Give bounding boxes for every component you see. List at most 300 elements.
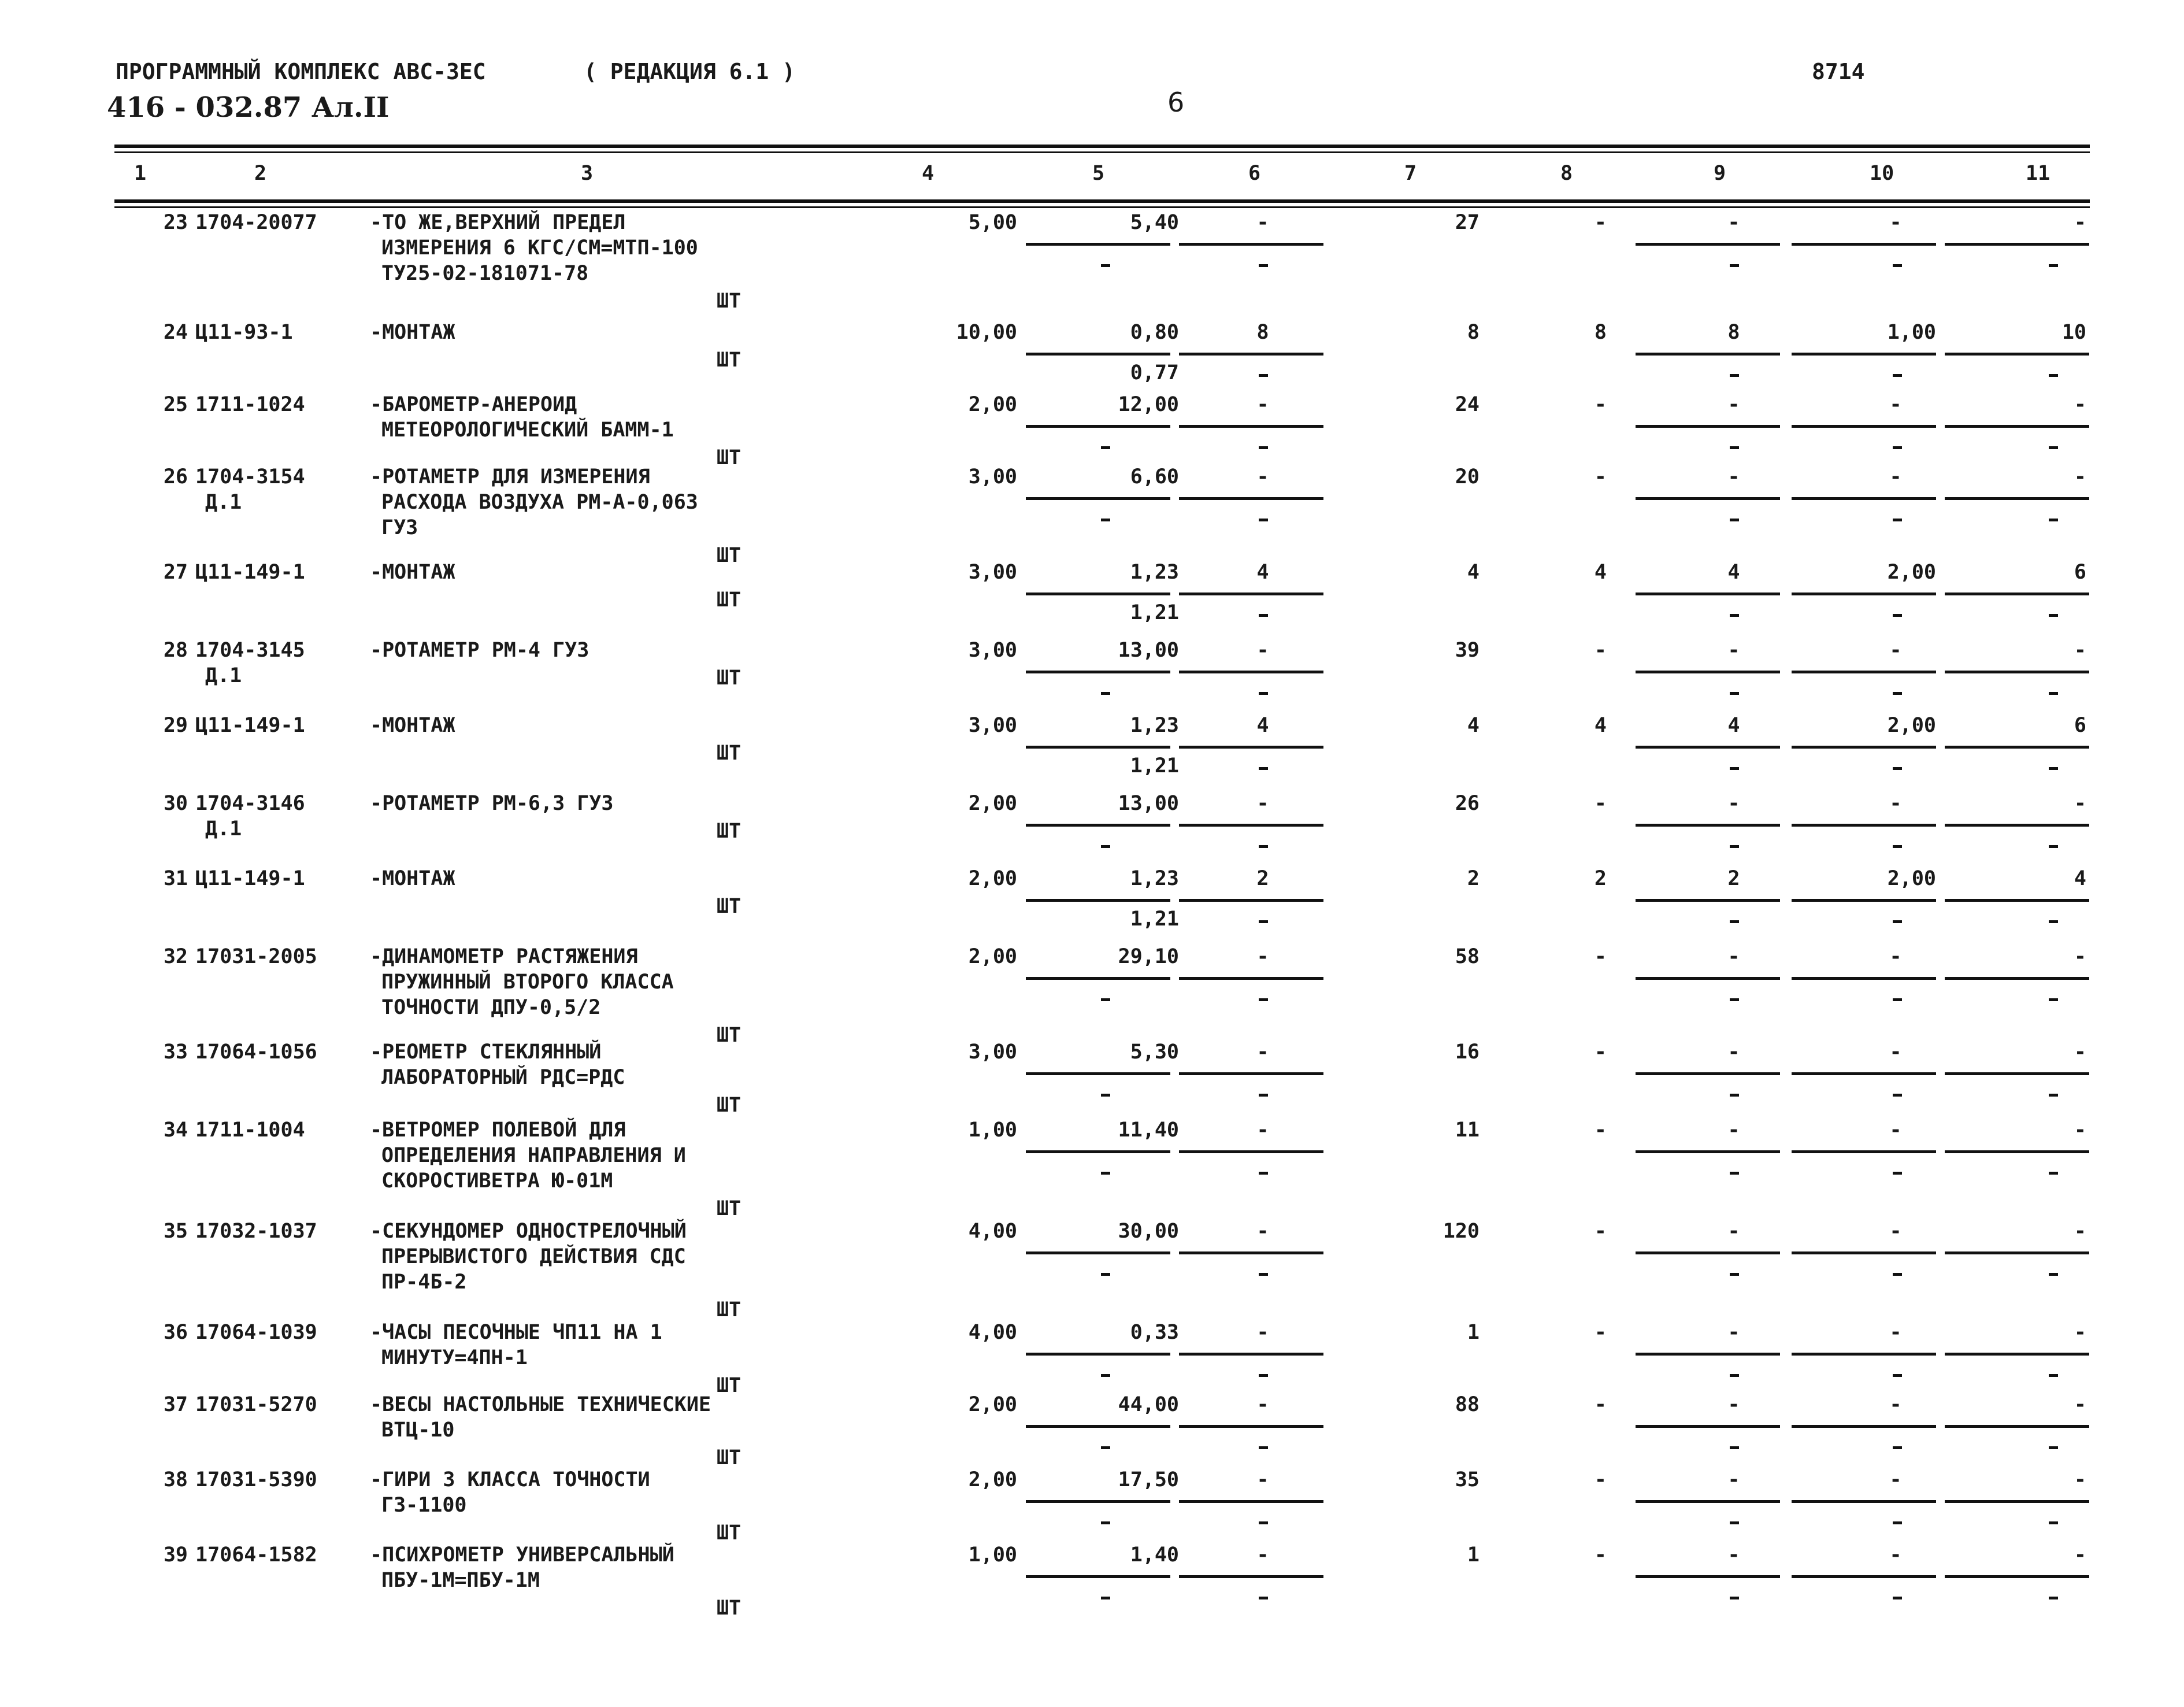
row-number: 33	[163, 1041, 188, 1064]
item-description: МЕТЕОРОЛОГИЧЕСКИЙ БАММ-1	[381, 419, 674, 442]
column-10-value: -	[1889, 393, 1902, 416]
fraction-bar	[1945, 746, 2089, 749]
fraction-bar	[1026, 977, 1170, 980]
total-cost: 1	[1467, 1321, 1480, 1344]
fraction-bar	[1792, 497, 1936, 500]
empty-denominator-dash	[1101, 1597, 1110, 1599]
empty-denominator-dash	[1259, 374, 1268, 377]
empty-denominator-dash	[1259, 920, 1268, 923]
row-number: 30	[163, 792, 188, 815]
unit-label: ШТ	[717, 1094, 741, 1117]
item-description: -РОТАМЕТР РМ-6,3 ГУЗ	[370, 792, 614, 815]
column-6-value: -	[1256, 1468, 1269, 1491]
fraction-bar	[1792, 1353, 1936, 1356]
column-number: 7	[1404, 162, 1417, 185]
fraction-bar	[1026, 353, 1170, 356]
empty-denominator-dash	[1730, 845, 1739, 848]
column-8-value: -	[1594, 1468, 1607, 1491]
item-description: ПБУ-1М=ПБУ-1М	[381, 1569, 540, 1592]
column-10-value: 2,00	[1887, 714, 1936, 737]
fraction-bar	[1945, 1251, 2089, 1254]
empty-denominator-dash	[2049, 264, 2058, 267]
column-10-value: -	[1889, 1543, 1902, 1567]
fraction-bar	[1945, 1072, 2089, 1075]
fraction-bar	[1179, 1150, 1323, 1153]
item-description: -ПСИХРОМЕТР УНИВЕРСАЛЬНЫЙ	[370, 1543, 674, 1567]
row-number: 26	[163, 465, 188, 488]
unit-price: 1,40	[1130, 1543, 1179, 1567]
item-description: -ВЕТРОМЕР ПОЛЕВОЙ ДЛЯ	[370, 1119, 626, 1142]
total-cost: 20	[1455, 465, 1480, 488]
quantity: 3,00	[968, 465, 1017, 488]
fraction-bar	[1026, 824, 1170, 827]
empty-denominator-dash	[2049, 1521, 2058, 1524]
fraction-bar	[1179, 1500, 1323, 1503]
fraction-bar	[1792, 1575, 1936, 1578]
page-number: 6	[1167, 87, 1185, 118]
total-cost: 120	[1443, 1220, 1480, 1243]
fraction-bar	[1179, 243, 1323, 246]
fraction-bar	[1792, 1251, 1936, 1254]
empty-denominator-dash	[1893, 998, 1902, 1001]
column-9-value: 8	[1727, 321, 1740, 344]
edition-label: ( РЕДАКЦИЯ 6.1 )	[584, 59, 796, 84]
empty-denominator-dash	[1893, 446, 1902, 449]
column-9-value: 4	[1727, 561, 1740, 584]
column-8-value: -	[1594, 1119, 1607, 1142]
column-8-value: -	[1594, 792, 1607, 815]
row-number: 36	[163, 1321, 188, 1344]
column-11-value: -	[2074, 1543, 2086, 1567]
column-6-value: -	[1256, 639, 1269, 662]
empty-denominator-dash	[1893, 920, 1902, 923]
document-code: 416 - 032.87 Ал.II	[107, 91, 390, 124]
price-code-suffix: Д.1	[205, 664, 242, 687]
unit-label: ШТ	[717, 1197, 741, 1220]
column-9-value: 2	[1727, 867, 1740, 890]
unit-label: ШТ	[717, 446, 741, 469]
item-description: -МОНТАЖ	[370, 867, 455, 890]
price-code: 17064-1039	[195, 1321, 317, 1344]
total-cost: 16	[1455, 1041, 1480, 1064]
empty-denominator-dash	[1259, 1446, 1268, 1449]
empty-denominator-dash	[2049, 1374, 2058, 1377]
column-number: 9	[1714, 162, 1726, 185]
empty-denominator-dash	[1730, 1273, 1739, 1276]
fraction-bar	[1636, 1500, 1780, 1503]
row-number: 32	[163, 945, 188, 968]
column-8-value: -	[1594, 1393, 1607, 1416]
column-6-value: -	[1256, 465, 1269, 488]
fraction-bar	[1792, 1150, 1936, 1153]
price-code: 17031-2005	[195, 945, 317, 968]
price-code: 1704-20077	[195, 211, 317, 234]
unit-price: 1,23	[1130, 867, 1179, 890]
empty-denominator-dash	[1893, 1094, 1902, 1097]
column-11-value: -	[2074, 393, 2086, 416]
column-number: 8	[1560, 162, 1573, 185]
empty-denominator-dash	[2049, 614, 2058, 617]
quantity: 2,00	[968, 792, 1017, 815]
item-description: -РОТАМЕТР РМ-4 ГУЗ	[370, 639, 589, 662]
unit-label: ШТ	[717, 349, 741, 372]
fraction-bar	[1945, 593, 2089, 595]
total-cost: 2	[1467, 867, 1480, 890]
item-description: ОПРЕДЕЛЕНИЯ НАПРАВЛЕНИЯ И	[381, 1144, 686, 1167]
column-11-value: -	[2074, 1393, 2086, 1416]
column-10-value: -	[1889, 1468, 1902, 1491]
unit-label: ШТ	[717, 544, 741, 567]
item-description: СКОРОСТИВЕТРА Ю-01М	[381, 1169, 613, 1193]
item-description: -ВЕСЫ НАСТОЛЬНЫЕ ТЕХНИЧЕСКИЕ	[370, 1393, 711, 1416]
price-code: Ц11-149-1	[195, 561, 305, 584]
item-description: Г3-1100	[381, 1494, 467, 1517]
total-cost: 24	[1455, 393, 1480, 416]
row-number: 28	[163, 639, 188, 662]
column-9-value: -	[1727, 1543, 1740, 1567]
total-cost: 8	[1467, 321, 1480, 344]
fraction-bar	[1945, 243, 2089, 246]
fraction-bar	[1945, 1150, 2089, 1153]
item-description: -МОНТАЖ	[370, 561, 455, 584]
unit-price-wages: 0,77	[1130, 361, 1179, 384]
empty-denominator-dash	[1259, 1172, 1268, 1175]
column-number: 4	[922, 162, 935, 185]
empty-denominator-dash	[2049, 998, 2058, 1001]
empty-denominator-dash	[1730, 1521, 1739, 1524]
total-cost: 39	[1455, 639, 1480, 662]
quantity: 1,00	[968, 1119, 1017, 1142]
unit-label: ШТ	[717, 1024, 741, 1047]
column-9-value: 4	[1727, 714, 1740, 737]
column-11-value: 6	[2074, 714, 2086, 737]
column-number: 10	[1870, 162, 1894, 185]
fraction-bar	[1945, 1425, 2089, 1428]
price-code: Ц11-93-1	[195, 321, 293, 344]
empty-denominator-dash	[2049, 1172, 2058, 1175]
empty-denominator-dash	[1101, 1521, 1110, 1524]
column-number: 1	[134, 162, 147, 185]
unit-price: 5,30	[1130, 1041, 1179, 1064]
fraction-bar	[1636, 746, 1780, 749]
fraction-bar	[1792, 425, 1936, 428]
empty-denominator-dash	[1893, 264, 1902, 267]
fraction-bar	[1792, 243, 1936, 246]
item-description: -БАРОМЕТР-АНЕРОИД	[370, 393, 577, 416]
fraction-bar	[1636, 1150, 1780, 1153]
column-8-value: 2	[1594, 867, 1607, 890]
unit-price: 12,00	[1118, 393, 1179, 416]
column-number-row	[0, 162, 2184, 191]
total-cost: 88	[1455, 1393, 1480, 1416]
fraction-bar	[1179, 824, 1323, 827]
unit-price: 5,40	[1130, 211, 1179, 234]
fraction-bar	[1792, 746, 1936, 749]
quantity: 3,00	[968, 639, 1017, 662]
column-9-value: -	[1727, 639, 1740, 662]
column-10-value: -	[1889, 945, 1902, 968]
empty-denominator-dash	[1101, 1446, 1110, 1449]
empty-denominator-dash	[1730, 374, 1739, 377]
unit-label: ШТ	[717, 290, 741, 313]
row-number: 24	[163, 321, 188, 344]
quantity: 5,00	[968, 211, 1017, 234]
fraction-bar	[1026, 671, 1170, 673]
fraction-bar	[1792, 1500, 1936, 1503]
column-6-value: -	[1256, 1393, 1269, 1416]
column-8-value: -	[1594, 1220, 1607, 1243]
fraction-bar	[1636, 671, 1780, 673]
quantity: 10,00	[956, 321, 1017, 344]
empty-denominator-dash	[1259, 446, 1268, 449]
total-cost: 11	[1455, 1119, 1480, 1142]
fraction-bar	[1792, 899, 1936, 902]
empty-denominator-dash	[1101, 1172, 1110, 1175]
column-9-value: -	[1727, 393, 1740, 416]
column-9-value: -	[1727, 211, 1740, 234]
column-6-value: -	[1256, 792, 1269, 815]
empty-denominator-dash	[2049, 1273, 2058, 1276]
column-8-value: 8	[1594, 321, 1607, 344]
column-9-value: -	[1727, 1468, 1740, 1491]
row-number: 38	[163, 1468, 188, 1491]
item-description: -ГИРИ 3 КЛАССА ТОЧНОСТИ	[370, 1468, 650, 1491]
price-code: 17064-1582	[195, 1543, 317, 1567]
fraction-bar	[1792, 824, 1936, 827]
fraction-bar	[1636, 977, 1780, 980]
unit-label: ШТ	[717, 588, 741, 612]
empty-denominator-dash	[1893, 1597, 1902, 1599]
price-code: 1711-1004	[195, 1119, 305, 1142]
unit-label: ШТ	[717, 666, 741, 690]
fraction-bar	[1636, 1353, 1780, 1356]
unit-price: 0,80	[1130, 321, 1179, 344]
unit-price: 17,50	[1118, 1468, 1179, 1491]
price-code: 1704-3146	[195, 792, 305, 815]
column-10-value: 2,00	[1887, 561, 1936, 584]
empty-denominator-dash	[1893, 767, 1902, 770]
empty-denominator-dash	[1259, 1094, 1268, 1097]
quantity: 2,00	[968, 393, 1017, 416]
column-10-value: 1,00	[1887, 321, 1936, 344]
total-cost: 27	[1455, 211, 1480, 234]
price-code: 17032-1037	[195, 1220, 317, 1243]
empty-denominator-dash	[1259, 692, 1268, 695]
empty-denominator-dash	[1259, 845, 1268, 848]
column-number: 3	[581, 162, 594, 185]
item-description: -ДИНАМОМЕТР РАСТЯЖЕНИЯ	[370, 945, 638, 968]
fraction-bar	[1792, 1425, 1936, 1428]
fraction-bar	[1026, 1251, 1170, 1254]
empty-denominator-dash	[2049, 845, 2058, 848]
column-6-value: -	[1256, 1041, 1269, 1064]
row-number: 23	[163, 211, 188, 234]
column-10-value: -	[1889, 211, 1902, 234]
empty-denominator-dash	[1730, 1446, 1739, 1449]
empty-denominator-dash	[1893, 1273, 1902, 1276]
quantity: 2,00	[968, 867, 1017, 890]
fraction-bar	[1026, 497, 1170, 500]
column-6-value: -	[1256, 211, 1269, 234]
empty-denominator-dash	[2049, 692, 2058, 695]
column-9-value: -	[1727, 1321, 1740, 1344]
unit-price: 1,23	[1130, 561, 1179, 584]
empty-denominator-dash	[1101, 1374, 1110, 1377]
column-number: 11	[2026, 162, 2050, 185]
fraction-bar	[1792, 671, 1936, 673]
column-8-value: 4	[1594, 561, 1607, 584]
total-cost: 1	[1467, 1543, 1480, 1567]
fraction-bar	[1179, 497, 1323, 500]
unit-price: 1,23	[1130, 714, 1179, 737]
fraction-bar	[1636, 243, 1780, 246]
empty-denominator-dash	[1893, 1172, 1902, 1175]
unit-price: 6,60	[1130, 465, 1179, 488]
price-code: 1711-1024	[195, 393, 305, 416]
column-8-value: -	[1594, 393, 1607, 416]
fraction-bar	[1636, 593, 1780, 595]
fraction-bar	[1179, 1575, 1323, 1578]
fraction-bar	[1179, 593, 1323, 595]
unit-label: ШТ	[717, 895, 741, 918]
fraction-bar	[1792, 1072, 1936, 1075]
unit-label: ШТ	[717, 820, 741, 843]
price-code: Ц11-149-1	[195, 867, 305, 890]
unit-price: 13,00	[1118, 792, 1179, 815]
column-11-value: -	[2074, 945, 2086, 968]
empty-denominator-dash	[2049, 374, 2058, 377]
column-10-value: -	[1889, 1321, 1902, 1344]
column-8-value: -	[1594, 1041, 1607, 1064]
price-code: 1704-3154	[195, 465, 305, 488]
empty-denominator-dash	[2049, 767, 2058, 770]
column-6-value: -	[1256, 1220, 1269, 1243]
price-code: Ц11-149-1	[195, 714, 305, 737]
column-8-value: -	[1594, 211, 1607, 234]
price-code-suffix: Д.1	[205, 491, 242, 514]
column-8-value: -	[1594, 639, 1607, 662]
fraction-bar	[1792, 593, 1936, 595]
empty-denominator-dash	[1259, 1273, 1268, 1276]
quantity: 3,00	[968, 714, 1017, 737]
fraction-bar	[1026, 243, 1170, 246]
empty-denominator-dash	[1730, 519, 1739, 521]
column-8-value: -	[1594, 465, 1607, 488]
column-9-value: -	[1727, 1041, 1740, 1064]
fraction-bar	[1179, 353, 1323, 356]
fraction-bar	[1026, 1072, 1170, 1075]
item-description: ТОЧНОСТИ ДПУ-0,5/2	[381, 996, 601, 1019]
empty-denominator-dash	[1101, 845, 1110, 848]
column-6-value: -	[1256, 1543, 1269, 1567]
column-9-value: -	[1727, 945, 1740, 968]
unit-label: ШТ	[717, 1446, 741, 1469]
empty-denominator-dash	[1101, 692, 1110, 695]
column-11-value: 4	[2074, 867, 2086, 890]
empty-denominator-dash	[1101, 446, 1110, 449]
fraction-bar	[1179, 671, 1323, 673]
unit-price: 44,00	[1118, 1393, 1179, 1416]
empty-denominator-dash	[1893, 845, 1902, 848]
item-description: ПР-4Б-2	[381, 1271, 467, 1294]
empty-denominator-dash	[1730, 614, 1739, 617]
fraction-bar	[1179, 1251, 1323, 1254]
empty-denominator-dash	[1259, 1521, 1268, 1524]
empty-denominator-dash	[1259, 1597, 1268, 1599]
row-number: 34	[163, 1119, 188, 1142]
empty-denominator-dash	[1259, 614, 1268, 617]
fraction-bar	[1179, 1353, 1323, 1356]
empty-denominator-dash	[1730, 1597, 1739, 1599]
empty-denominator-dash	[1259, 264, 1268, 267]
column-6-value: 4	[1256, 714, 1269, 737]
empty-denominator-dash	[1101, 519, 1110, 521]
unit-price-wages: 1,21	[1130, 601, 1179, 624]
item-description: -РОТАМЕТР ДЛЯ ИЗМЕРЕНИЯ	[370, 465, 650, 488]
quantity: 4,00	[968, 1321, 1017, 1344]
unit-label: ШТ	[717, 1298, 741, 1321]
empty-denominator-dash	[1893, 692, 1902, 695]
empty-denominator-dash	[1101, 998, 1110, 1001]
unit-label: ШТ	[717, 742, 741, 765]
column-10-value: -	[1889, 1119, 1902, 1142]
column-8-value: -	[1594, 945, 1607, 968]
row-number: 31	[163, 867, 188, 890]
program-title: ПРОГРАММНЫЙ КОМПЛЕКС АВС-ЗЕС	[116, 59, 486, 84]
quantity: 2,00	[968, 1468, 1017, 1491]
empty-denominator-dash	[2049, 446, 2058, 449]
column-9-value: -	[1727, 1393, 1740, 1416]
fraction-bar	[1179, 1072, 1323, 1075]
item-description: МИНУТУ=4ПН-1	[381, 1346, 528, 1369]
empty-denominator-dash	[1893, 374, 1902, 377]
fraction-bar	[1945, 353, 2089, 356]
column-10-value: -	[1889, 1393, 1902, 1416]
fraction-bar	[1636, 824, 1780, 827]
item-description: РАСХОДА ВОЗДУХА РМ-А-0,063	[381, 491, 698, 514]
column-8-value: -	[1594, 1321, 1607, 1344]
fraction-bar	[1945, 1575, 2089, 1578]
fraction-bar	[1945, 671, 2089, 673]
fraction-bar	[1026, 1500, 1170, 1503]
total-cost: 58	[1455, 945, 1480, 968]
fraction-bar	[1179, 746, 1323, 749]
fraction-bar	[1792, 353, 1936, 356]
item-description: ПРЕРЫВИСТОГО ДЕЙСТВИЯ СДС	[381, 1245, 686, 1268]
empty-denominator-dash	[1259, 519, 1268, 521]
unit-price: 11,40	[1118, 1119, 1179, 1142]
empty-denominator-dash	[1730, 446, 1739, 449]
quantity: 3,00	[968, 561, 1017, 584]
fraction-bar	[1179, 977, 1323, 980]
unit-price: 0,33	[1130, 1321, 1179, 1344]
empty-denominator-dash	[1730, 1374, 1739, 1377]
empty-denominator-dash	[2049, 519, 2058, 521]
row-number: 37	[163, 1393, 188, 1416]
fraction-bar	[1945, 824, 2089, 827]
empty-denominator-dash	[1101, 1094, 1110, 1097]
column-11-value: -	[2074, 1220, 2086, 1243]
column-6-value: -	[1256, 393, 1269, 416]
unit-price: 13,00	[1118, 639, 1179, 662]
fraction-bar	[1026, 1425, 1170, 1428]
fraction-bar	[1636, 353, 1780, 356]
header-rule-top-2	[114, 151, 2090, 153]
row-number: 25	[163, 393, 188, 416]
column-11-value: -	[2074, 1041, 2086, 1064]
price-code: 17064-1056	[195, 1041, 317, 1064]
fraction-bar	[1026, 1150, 1170, 1153]
